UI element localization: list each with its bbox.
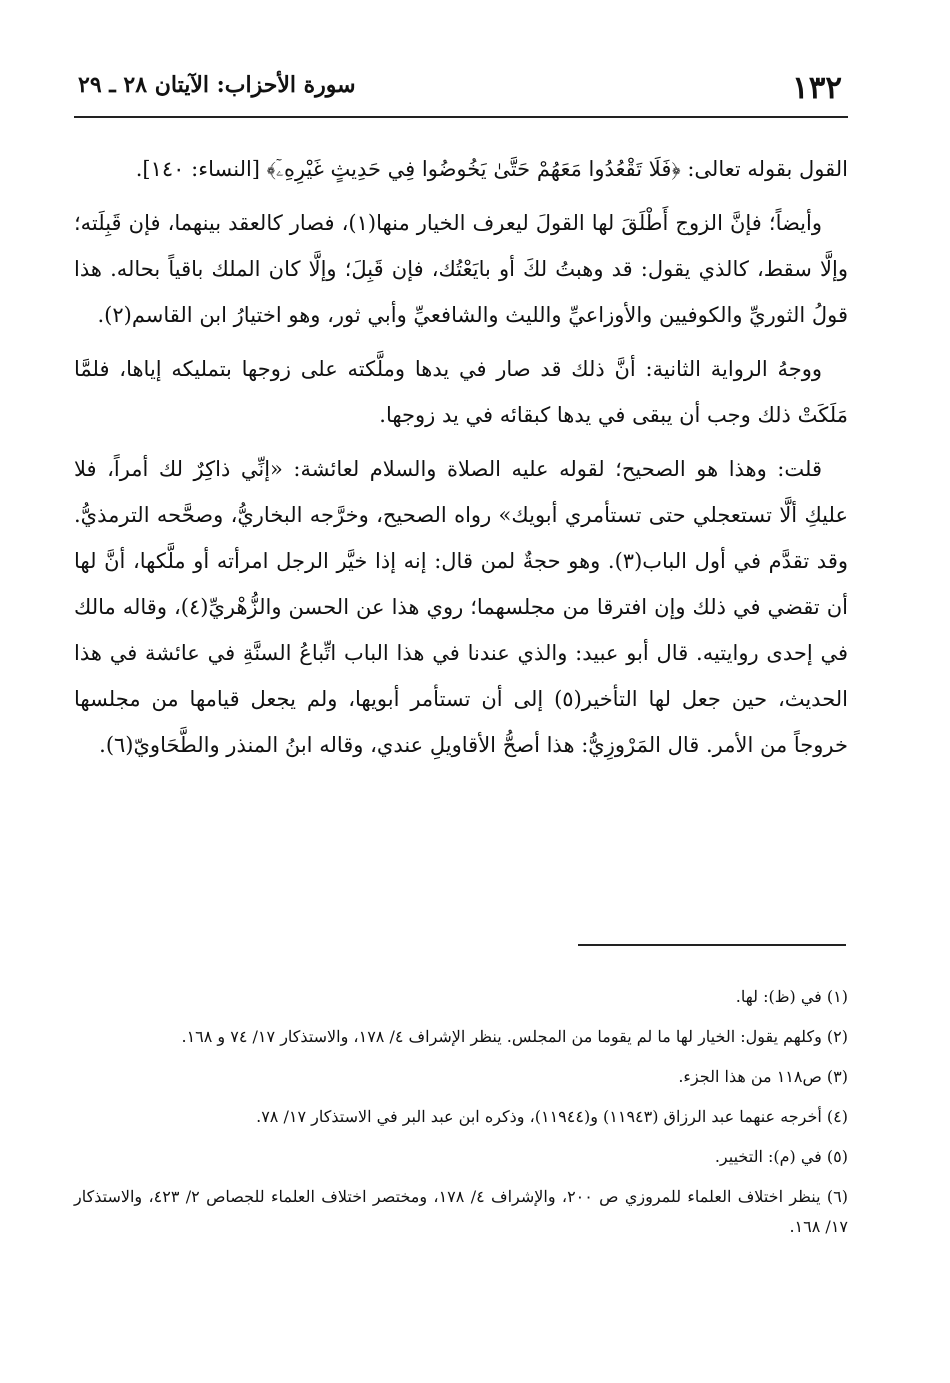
running-header-title: سورة الأحزاب: الآيتان ٢٨ ـ ٢٩ xyxy=(78,72,356,98)
paragraph: ووجهُ الرواية الثانية: أنَّ ذلك قد صار في يدها وملَّكته على زوجها بتمليكه إياها، فلمَّا مَلَكَتْ ذلك وجب أن يبقى في يدها كبقائه في يد زوجها. xyxy=(74,357,848,427)
footnote: (٥) في (م): التخيير. xyxy=(714,1147,848,1166)
footnote: (٢) وكلهم يقول: الخيار لها ما لم يقوما من المجلس. ينظر الإشراف ٤/ ١٧٨، والاستذكار ١٧/ ٧٤ و ١٦٨. xyxy=(181,1027,848,1046)
main-text xyxy=(74,146,848,776)
footnote: (٤) أخرجه عنهما عبد الرزاق (١١٩٤٣) و(١١٩٤٤)، وذكره ابن عبد البر في الاستذكار ١٧/ ٧٨. xyxy=(256,1107,848,1126)
footnote: (٣) ص١١٨ من هذا الجزء. xyxy=(678,1067,848,1086)
paragraph: وأيضاً؛ فإنَّ الزوج أَطْلَقَ لها القولَ ليعرف الخيار منها(١)، فصار كالعقد بينهما، فإن قَبِلَته؛ وإلَّا سقط، كالذي يقول: قد وهبتُ لكَ أو بايَعْتُك، فإن قَبِلَ؛ وإلَّا كان الملك باقياً بحاله. هذا قولُ الثوريِّ والكوفيين والأوزاعيِّ والليث والشافعيِّ وأبي ثور، وهو اختيارُ ابن القاسم(٢). xyxy=(74,211,848,327)
page-number: ١٣٢ xyxy=(792,70,842,106)
footnote-separator xyxy=(578,944,846,946)
footnote: (١) في (ظ): لها. xyxy=(735,987,848,1006)
footnote: (٦) ينظر اختلاف العلماء للمروزي ص ٢٠٠، والإشراف ٤/ ١٧٨، ومختصر اختلاف العلماء للجصاص ٢/ ٤٢٣، والاستذكار ١٧/ ١٦٨. xyxy=(74,1187,848,1236)
paragraph: القول بقوله تعالى: ﴿فَلَا تَقْعُدُوا مَعَهُمْ حَتَّىٰ يَخُوضُوا فِي حَدِيثٍ غَيْرِهِۦٓ﴾ [النساء: ١٤٠]. xyxy=(135,157,848,181)
footnotes xyxy=(74,982,848,1252)
header-rule xyxy=(74,116,848,118)
paragraph: قلت: وهذا هو الصحيح؛ لقوله عليه الصلاة والسلام لعائشة: «إنِّي ذاكِرٌ لك أمراً، فلا عليكِ ألَّا تستعجلي حتى تستأمري أبويك» رواه الصحيح، وخرَّجه البخاريُّ، وصحَّحه الترمذيُّ. وقد تقدَّم في أول الباب(٣). وهو حجةٌ لمن قال: إنه إذا خيَّر الرجل امرأته أو ملَّكها، أنَّ لها أن تقضي في ذلك وإن افترقا من مجلسهما؛ روي هذا عن الحسن والزُّهْريِّ(٤)، وقاله مالك في إحدى روايتيه. قال أبو عبيد: والذي عندنا في هذا الباب اتِّباعُ السنَّةِ في عائشة في هذا الحديث، حين جعل لها التأخير(٥) إلى أن تستأمر أبويها، ولم يجعل قيامها من مجلسها خروجاً من الأمر. قال المَرْوزِيُّ: هذا أصحُّ الأقاويلِ عندي، وقاله ابنُ المنذر والطَّحَاويّ(٦). xyxy=(74,457,848,757)
